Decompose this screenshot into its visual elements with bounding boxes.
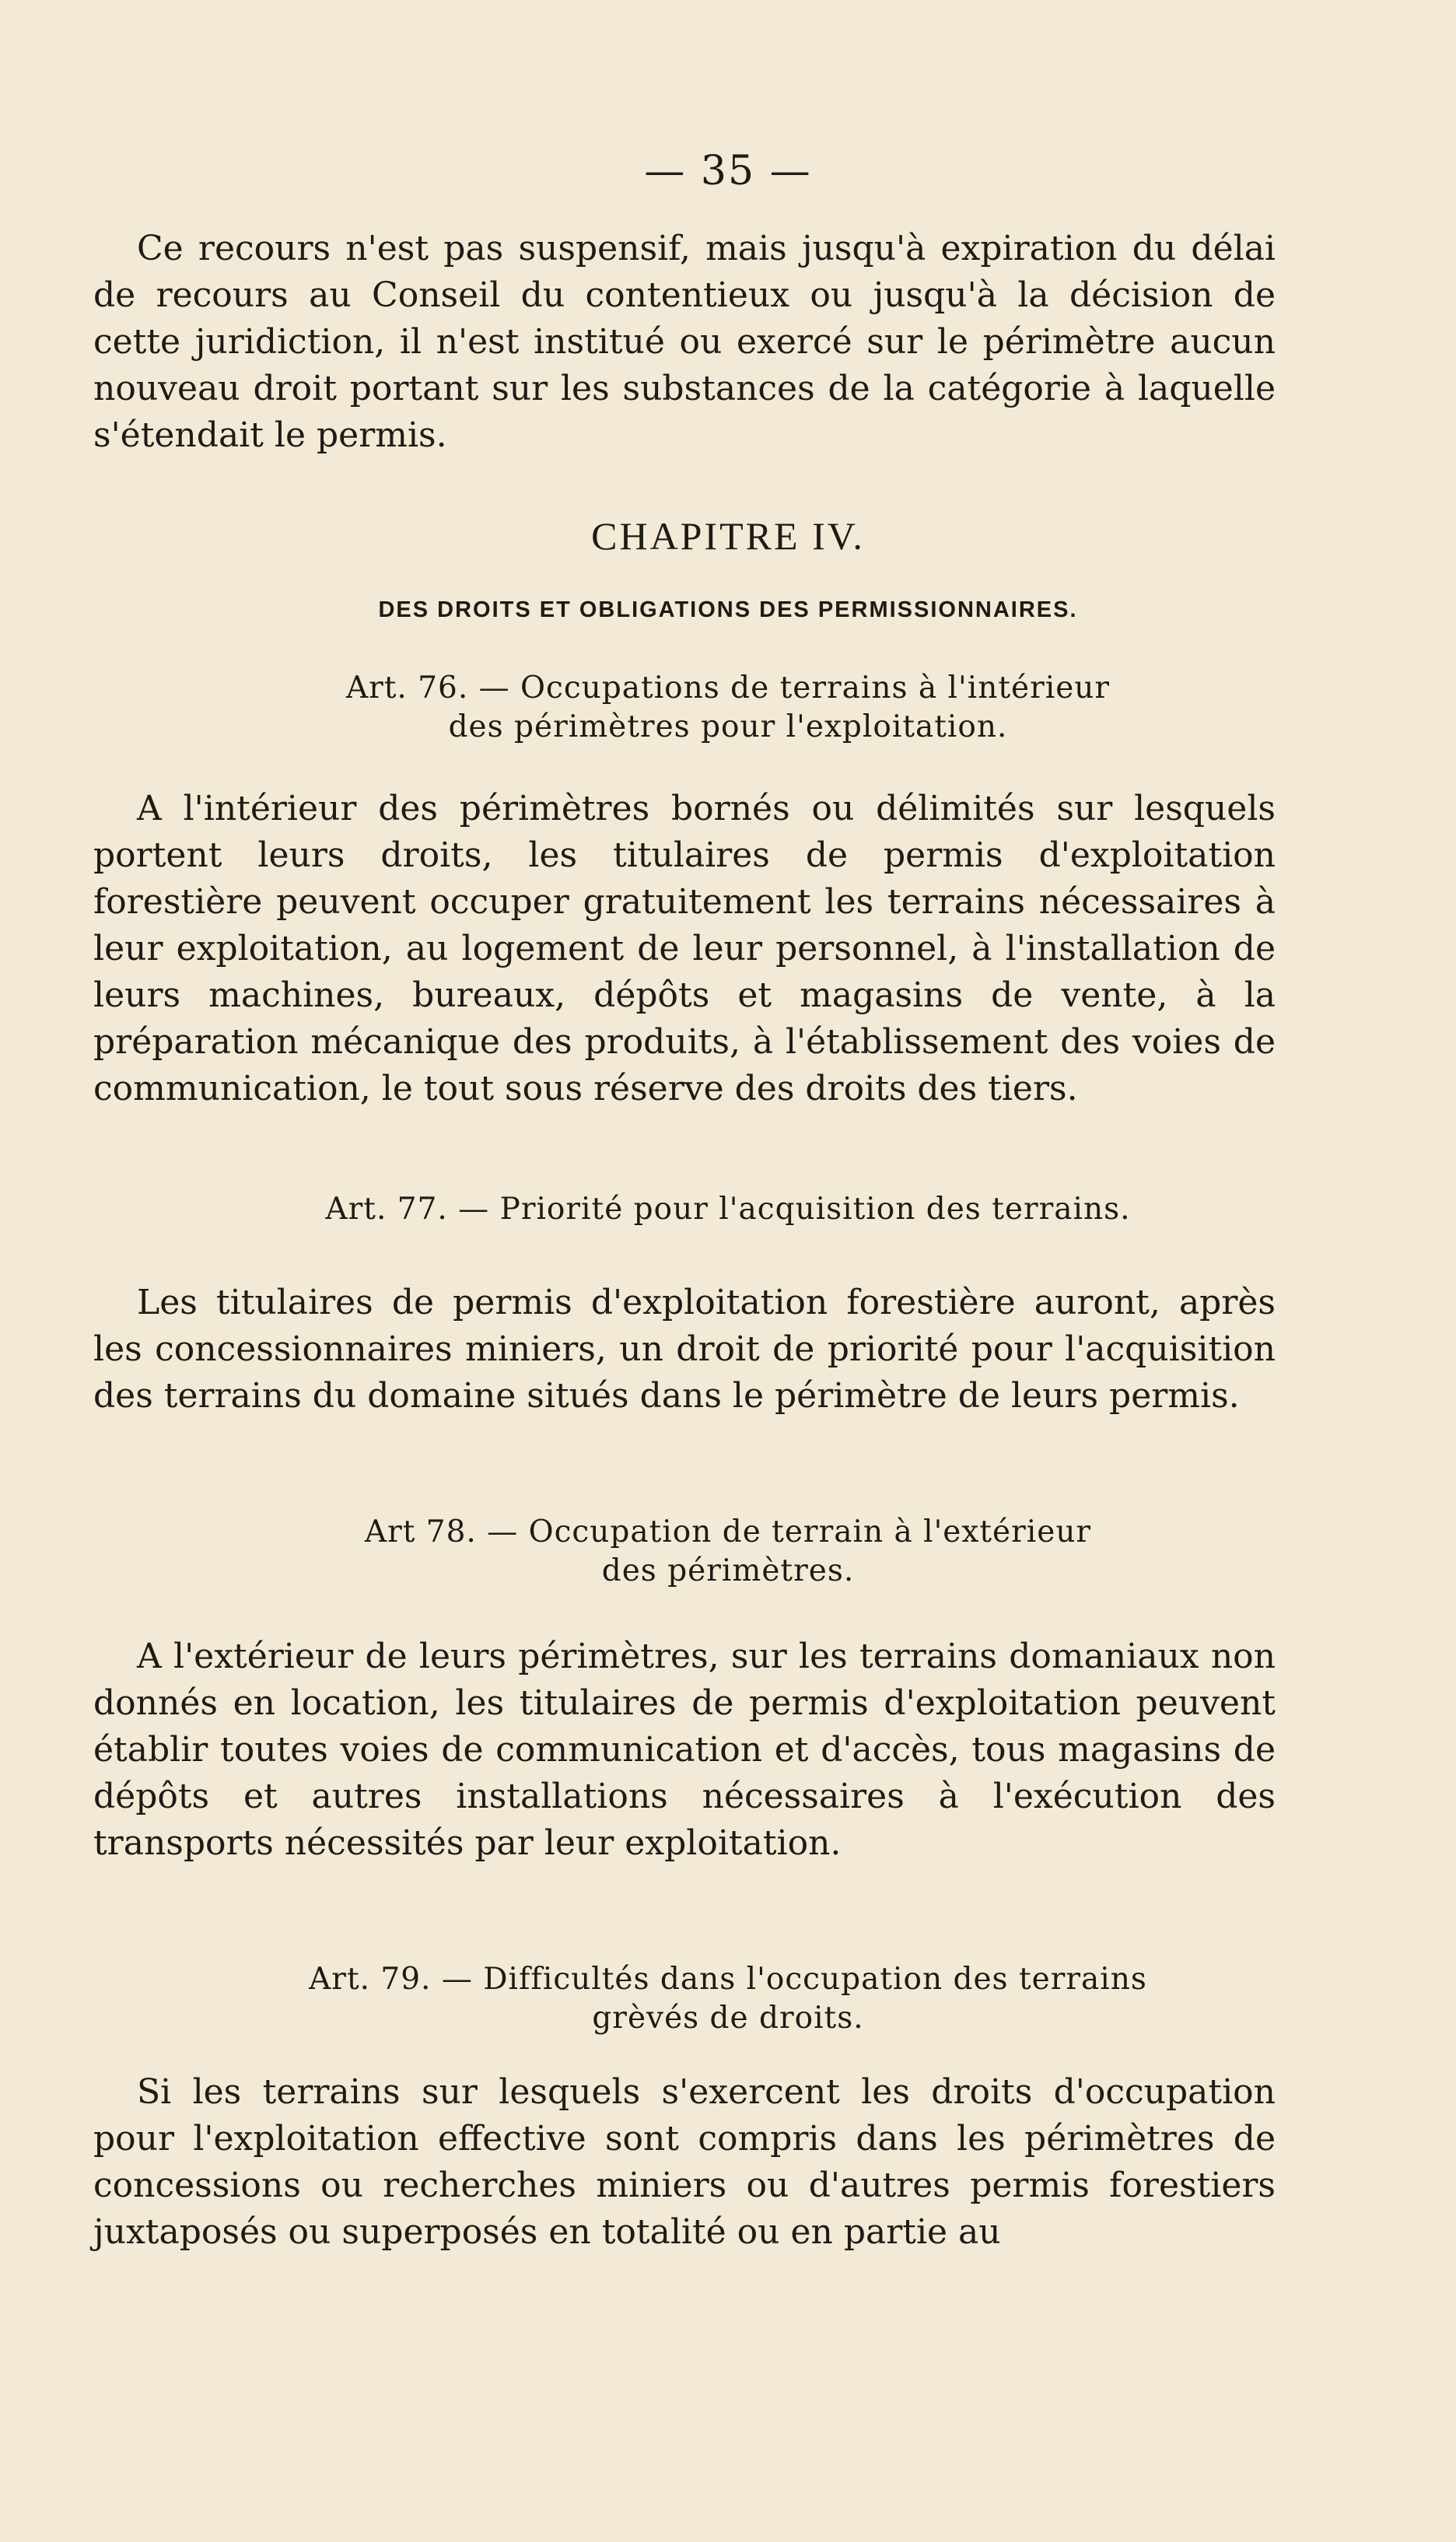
article-76-heading xyxy=(0,669,1456,747)
article-78-body xyxy=(93,1633,1276,1867)
article-heading: Art 78. — Occupation de terrain à l'extérieur xyxy=(364,1514,1092,1549)
intro-paragraph xyxy=(93,226,1276,459)
article-77-heading xyxy=(0,1190,1456,1229)
article-text: A l'intérieur des périmètres bornés ou délimités sur lesquels portent leurs droits, les titulaires de permis d'exploitation forestière peuvent occuper gratuitement les terrains nécessaires à leur exploitation, au logement de leur personnel, à l'installation de leurs machines, bureaux, dépôts et magasins de vente, à la préparation mécanique des produits, à l'établissement des voies de communication, le tout sous réserve des droits des tiers. xyxy=(93,789,1276,1108)
article-79-body xyxy=(93,2069,1276,2256)
article-heading-cont: grèvés de droits. xyxy=(592,2001,864,2036)
article-heading: Art. 79. — Difficultés dans l'occupation des terrains xyxy=(309,1962,1147,1997)
page-number: — 35 — xyxy=(644,148,812,194)
article-76-body xyxy=(93,786,1276,1112)
article-heading: Art. 77. — Priorité pour l'acquisition des terrains. xyxy=(325,1192,1131,1227)
article-text: Si les terrains sur lesquels s'exercent les droits d'occupation pour l'exploitation effective sont compris dans les périmètres de concessions ou recherches miniers ou d'autres permis forestiers juxtaposés ou superposés en totalité ou en partie au xyxy=(93,2072,1276,2252)
article-heading-cont: des périmètres. xyxy=(601,1553,855,1588)
intro-text: Ce recours n'est pas suspensif, mais jusqu'à expiration du délai de recours au Conseil du contentieux ou jusqu'à la décision de cette juridiction, il n'est institué ou exercé sur le périmètre aucun nouveau droit portant sur les substances de la catégorie à laquelle s'étendait le permis. xyxy=(93,229,1276,455)
article-text: Les titulaires de permis d'exploitation forestière auront, après les concessionnaires miniers, un droit de priorité pour l'acquisition des terrains du domaine situés dans le périmètre de leurs permis. xyxy=(93,1283,1276,1416)
article-heading: Art. 76. — Occupations de terrains à l'intérieur xyxy=(345,671,1111,706)
article-text: A l'extérieur de leurs périmètres, sur les terrains domaniaux non donnés en location, les titulaires de permis d'exploitation peuvent établir toutes voies de communication et d'accès, tous magasins de dépôts et autres installations nécessaires à l'exécution des transports nécessités par leur exploitation. xyxy=(93,1637,1276,1863)
chapter-title: CHAPITRE IV. xyxy=(591,514,865,558)
chapter-subtitle: DES DROITS ET OBLIGATIONS DES PERMISSIONNAIRES. xyxy=(378,597,1078,622)
article-heading-cont: des périmètres pour l'exploitation. xyxy=(448,709,1008,744)
article-78-heading xyxy=(0,1513,1456,1591)
article-79-heading xyxy=(0,1960,1456,2038)
article-77-body xyxy=(93,1280,1276,1420)
